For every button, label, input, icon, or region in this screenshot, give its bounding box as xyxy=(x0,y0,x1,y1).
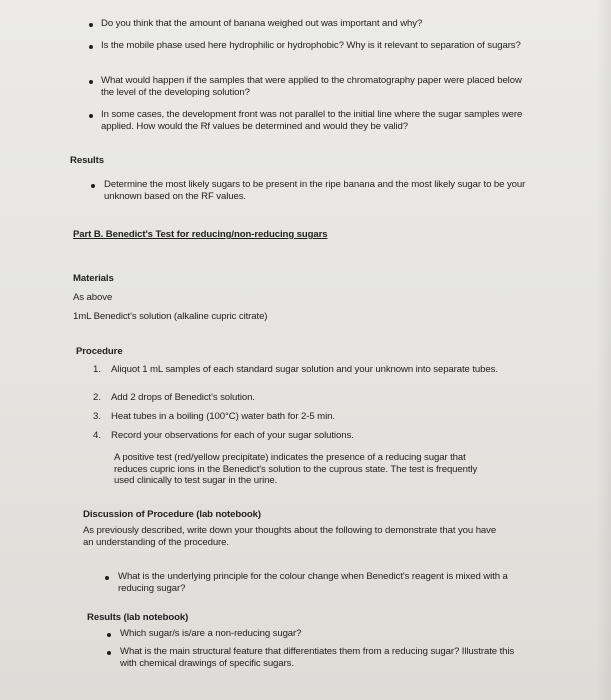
discussion-item-1: What is the underlying principle for the colour change when Benedict's reagent is mixed with a reducing sugar? xyxy=(118,571,508,594)
discussion-heading: Discussion of Procedure (lab notebook) xyxy=(83,509,261,520)
results-notebook-heading: Results (lab notebook) xyxy=(87,612,189,623)
page-edge-shadow xyxy=(597,0,611,700)
question-4: In some cases, the development front was not parallel to the initial line where the sugar samples were applied. How would the Rf values be determined and would they be valid? xyxy=(101,109,523,132)
step-number: 3. xyxy=(93,411,102,422)
materials-line-1: As above xyxy=(73,292,113,303)
bullet-icon xyxy=(89,23,93,27)
procedure-heading: Procedure xyxy=(76,346,123,357)
results-notebook-item-2: What is the main structural feature that differentiates them from a reducing sugar? Illustrate this with chemical drawings of specific sugars. xyxy=(120,646,515,669)
bullet-icon xyxy=(91,184,95,188)
procedure-step-1: Aliquot 1 mL samples of each standard sugar solution and your unknown into separate tubes. xyxy=(111,364,498,375)
results-item-1: Determine the most likely sugars to be present in the ripe banana and the most likely sugar to be your unknown based on the RF values. xyxy=(104,179,526,202)
bullet-icon xyxy=(107,651,111,655)
part-b-heading: Part B. Benedict's Test for reducing/non-reducing sugars xyxy=(73,229,328,240)
procedure-step-4: Record your observations for each of your sugar solutions. xyxy=(111,430,354,441)
discussion-intro: As previously described, write down your thoughts about the following to demonstrate that you have an understanding of the procedure. xyxy=(83,525,497,548)
materials-heading: Materials xyxy=(73,273,114,284)
results-heading: Results xyxy=(70,155,104,166)
question-1: Do you think that the amount of banana weighed out was important and why? xyxy=(101,18,423,29)
bullet-icon xyxy=(105,576,109,580)
bullet-icon xyxy=(89,114,93,118)
step-number: 1. xyxy=(93,364,102,375)
question-3: What would happen if the samples that were applied to the chromatography paper were placed below the level of the developing solution? xyxy=(101,75,522,98)
materials-line-2: 1mL Benedict's solution (alkaline cupric citrate) xyxy=(73,311,268,322)
results-notebook-item-1: Which sugar/s is/are a non-reducing sugar? xyxy=(120,628,302,639)
step-number: 4. xyxy=(93,430,102,441)
procedure-step-2: Add 2 drops of Benedict's solution. xyxy=(111,392,255,403)
bullet-icon xyxy=(89,80,93,84)
procedure-note: A positive test (red/yellow precipitate) indicates the presence of a reducing sugar that reduces cupric ions in the Benedict's solution to the cuprous state. The test is frequently used clinically to test sugar in the urine. xyxy=(114,452,478,486)
question-2: Is the mobile phase used here hydrophilic or hydrophobic? Why is it relevant to separation of sugars? xyxy=(101,40,521,51)
bullet-icon xyxy=(89,45,93,49)
procedure-step-3: Heat tubes in a boiling (100°C) water bath for 2-5 min. xyxy=(111,411,335,422)
bullet-icon xyxy=(107,633,111,637)
step-number: 2. xyxy=(93,392,102,403)
